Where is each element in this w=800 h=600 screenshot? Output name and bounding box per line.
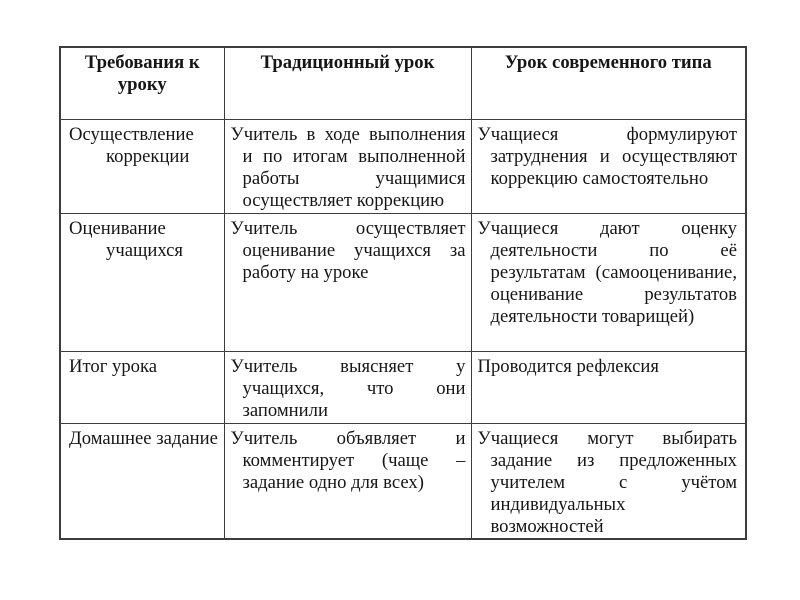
- cell-modern-text: Учащиеся формулируют затруднения и осуществляют коррекцию самостоятельно: [477, 123, 737, 189]
- cell-traditional: [224, 423, 471, 539]
- column-header-requirements-label: Требования к уроку: [84, 52, 200, 95]
- column-header-traditional-lesson-label: Традиционный урок: [260, 52, 435, 73]
- cell-traditional: [224, 119, 471, 213]
- cell-traditional-text: Учитель объявляет и комментирует (чаще – задание одно для всех): [230, 427, 466, 493]
- header-row: [60, 47, 746, 119]
- cell-traditional: [224, 351, 471, 423]
- cell-modern-text: Учащиеся могут выбирать задание из предложенных учителем с учётом индивидуальных возможностей: [477, 427, 737, 537]
- table-row-homework: [60, 423, 746, 539]
- cell-requirement-text: Итог урока: [69, 355, 158, 377]
- cell-modern-text: Учащиеся дают оценку деятельности по её результатам (самооценивание, оценивание результатов деятельности товарищей): [477, 217, 737, 327]
- cell-requirement: [60, 423, 224, 539]
- table-row-correction: [60, 119, 746, 213]
- cell-requirement-text: Оценивание учащихся: [69, 217, 183, 261]
- cell-modern: [471, 213, 746, 351]
- table-row-assessment: [60, 213, 746, 351]
- cell-requirement: [60, 213, 224, 351]
- column-header-requirements: [60, 47, 224, 119]
- cell-traditional-text: Учитель выясняет у учащихся, что они запомнили: [230, 355, 466, 421]
- column-header-traditional-lesson: [224, 47, 471, 119]
- cell-traditional-text: Учитель осуществляет оценивание учащихся за работу на уроке: [230, 217, 466, 283]
- cell-requirement: [60, 351, 224, 423]
- cell-modern: [471, 351, 746, 423]
- cell-traditional: [224, 213, 471, 351]
- column-header-modern-lesson: [471, 47, 746, 119]
- cell-requirement-text: Осуществление коррекции: [69, 123, 194, 167]
- cell-modern: [471, 423, 746, 539]
- table-row-lesson-summary: [60, 351, 746, 423]
- column-header-modern-lesson-label: Урок современного типа: [504, 52, 712, 73]
- cell-modern: [471, 119, 746, 213]
- comparison-table: [59, 46, 747, 540]
- cell-requirement-text: Домашнее задание: [69, 427, 218, 449]
- cell-traditional-text: Учитель в ходе выполнения и по итогам выполненной работы учащимися осуществляет коррекцию: [230, 123, 466, 211]
- cell-requirement: [60, 119, 224, 213]
- cell-modern-text: Проводится рефлексия: [477, 355, 659, 377]
